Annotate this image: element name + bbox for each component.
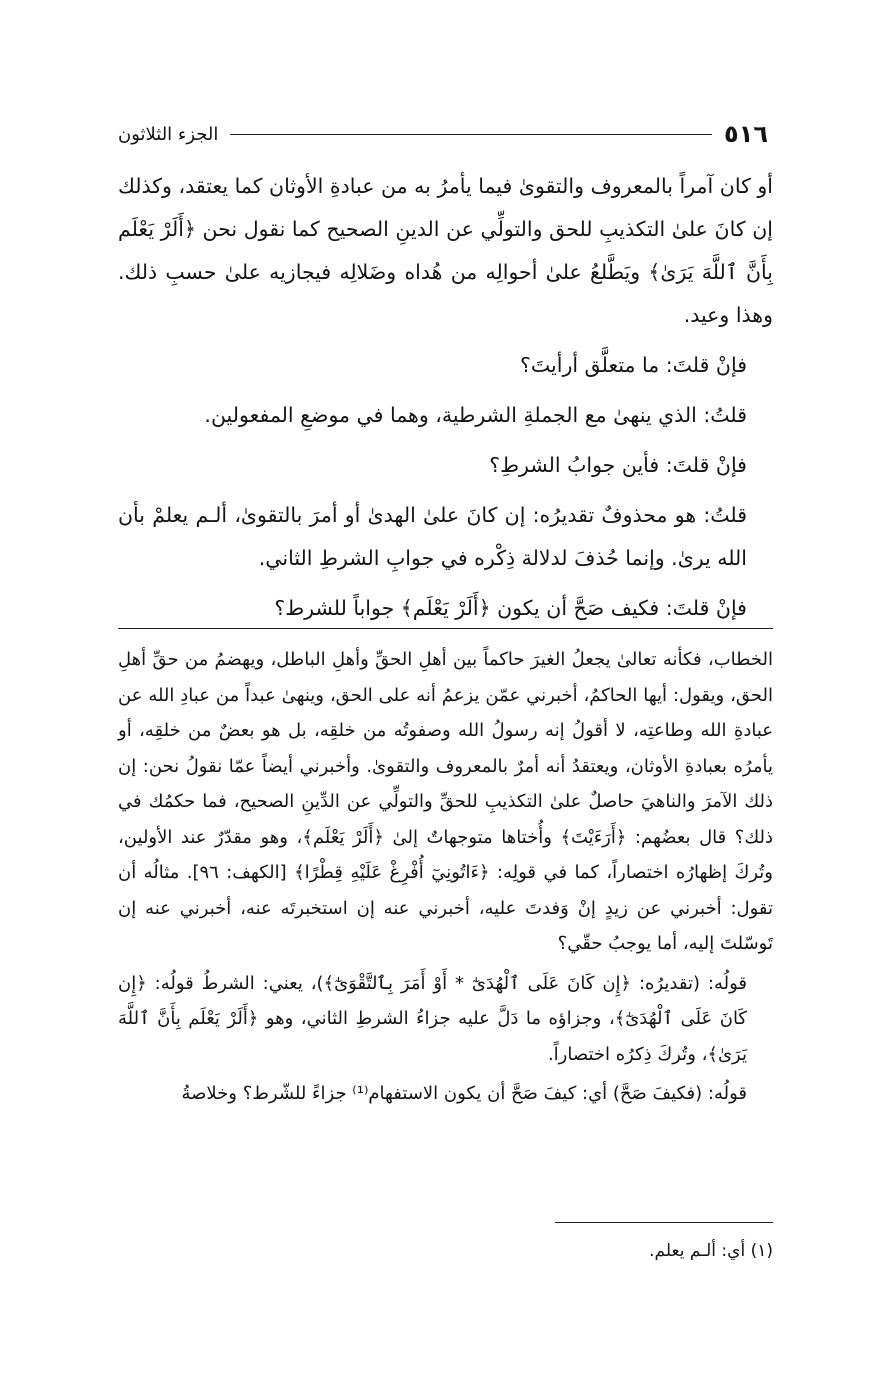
commentary-paragraph: قولُه: (تقديرُه: ﴿إِن كَانَ عَلَى ٱلْهُدَىٰٓ * أَوْ أَمَرَ بِٱلتَّقْوَىٰٓ﴾)، يعني: الشرطُ قولُه: ﴿إِن كَانَ عَلَى ٱلْهُدَىٰٓ﴾، وجزاؤه ما دَلَّ عليه جزاءُ الشرطِ الثاني، وهو ﴿أَلَرْ يَعْلَم بِأَنَّ ٱللَّهَ يَرَىٰ﴾، وتُركَ ذِكرُه اختصاراً.: [118, 972, 747, 1065]
commentary-paragraph: الخطاب، فكأنه تعالىٰ يجعلُ الغيرَ حاكماً بين أهلِ الحقِّ وأهلِ الباطل، ويهضمُ من حقِّ أهلِ الحق، ويقول: أيها الحاكمُ، أخبرني عمّن يزعمُ أنه على الحق، وينهىٰ عبداً من عبادِ الله عن عبادةِ الله وطاعتِه، لا أقولُ إنه رسولُ الله وصفوتُه من خلقِه، بل هو بعضٌ من خلقِه، أو يأمرُه بعبادةِ الأوثان، ويعتقدُ أنه أمرٌ بالمعروف والتقوىٰ. وأخبرني أيضاً عمّا نقولُ نحن: إن ذلك الآمرَ والناهيَ حاصلٌ علىٰ التكذيبِ للحقِّ والتولِّي عن الدِّينِ الصحيح، فما حكمُك في ذلك؟ قال بعضُهم: ﴿أَرَءَيْتَ﴾ وأُختاها متوجهاتٌ إلىٰ ﴿أَلَرْ يَعْلَم﴾، وهو مقدّرٌ عند الأولين، وتُركَ إظهارُه اختصاراً، كما في قولِه: ﴿ءَاتُونِيٓ أُفْرِغْ عَلَيْهِ قِطْرًا﴾ [الكهف: ٩٦]. مثالُه أن تقول: أخبرني عن زيدٍ إنْ وَفدتَ عليه، أخبرني عنه إن استخبرتَه عنه، أخبرني عنه إن تَوسّلتَ إليه، أما يوجبُ حقّي؟: [118, 649, 773, 954]
commentary-paragraph: قولُه: (فكيفَ صَحَّ) أي: كيفَ صَحَّ أن يكون الاستفهام⁽¹⁾ جزاءً للشّرط؟ وخلاصةُ: [181, 1083, 747, 1104]
text-divider: [118, 628, 773, 629]
running-header: [118, 114, 768, 154]
header-rule: [230, 134, 712, 135]
main-paragraph: فإنْ قلتَ: فكيف صَحَّ أن يكون ﴿أَلَرْ يَعْلَم﴾ جواباً للشرط؟: [274, 596, 747, 620]
page-number: ٥١٦: [724, 120, 768, 148]
main-paragraph: فإنْ قلتَ: ما متعلَّق أرأيتَ؟: [520, 353, 747, 377]
main-paragraph: قلتُ: الذي ينهىٰ مع الجملةِ الشرطية، وهما في موضعِ المفعولين.: [204, 403, 747, 427]
main-paragraph: قلتُ: هو محذوفٌ تقديرُه: إن كانَ علىٰ الهدىٰ أو أمرَ بالتقوىٰ، ألـم يعلمْ بأن الله يرىٰ. وإنما حُذفَ لدلالة ذِكْره في جوابِ الشرطِ الثاني.: [118, 503, 747, 570]
footnote-rule: [555, 1222, 773, 1223]
main-paragraph: فإنْ قلتَ: فأين جوابُ الشرطِ؟: [489, 453, 747, 477]
volume-title: الجزء الثلاثون: [118, 123, 219, 145]
main-text: [118, 165, 773, 637]
commentary-text: [118, 642, 773, 1116]
main-paragraph: أو كان آمراً بالمعروف والتقوىٰ فيما يأمرُ به من عبادةِ الأوثان كما يعتقد، وكذلك إن كانَ علىٰ التكذيبِ للحق والتولِّي عن الدينِ الصحيح كما نقول نحن ﴿أَلَرْ يَعْلَم بِأَنَّ ٱللَّهَ يَرَىٰ﴾ ويَطَّلعُ علىٰ أحوالِه من هُداه وضَلالِه فيجازيه علىٰ حسبِ ذلك. وهذا وعيد.: [118, 174, 773, 327]
footnote: (١) أي: ألـم يعلم.: [649, 1241, 773, 1261]
